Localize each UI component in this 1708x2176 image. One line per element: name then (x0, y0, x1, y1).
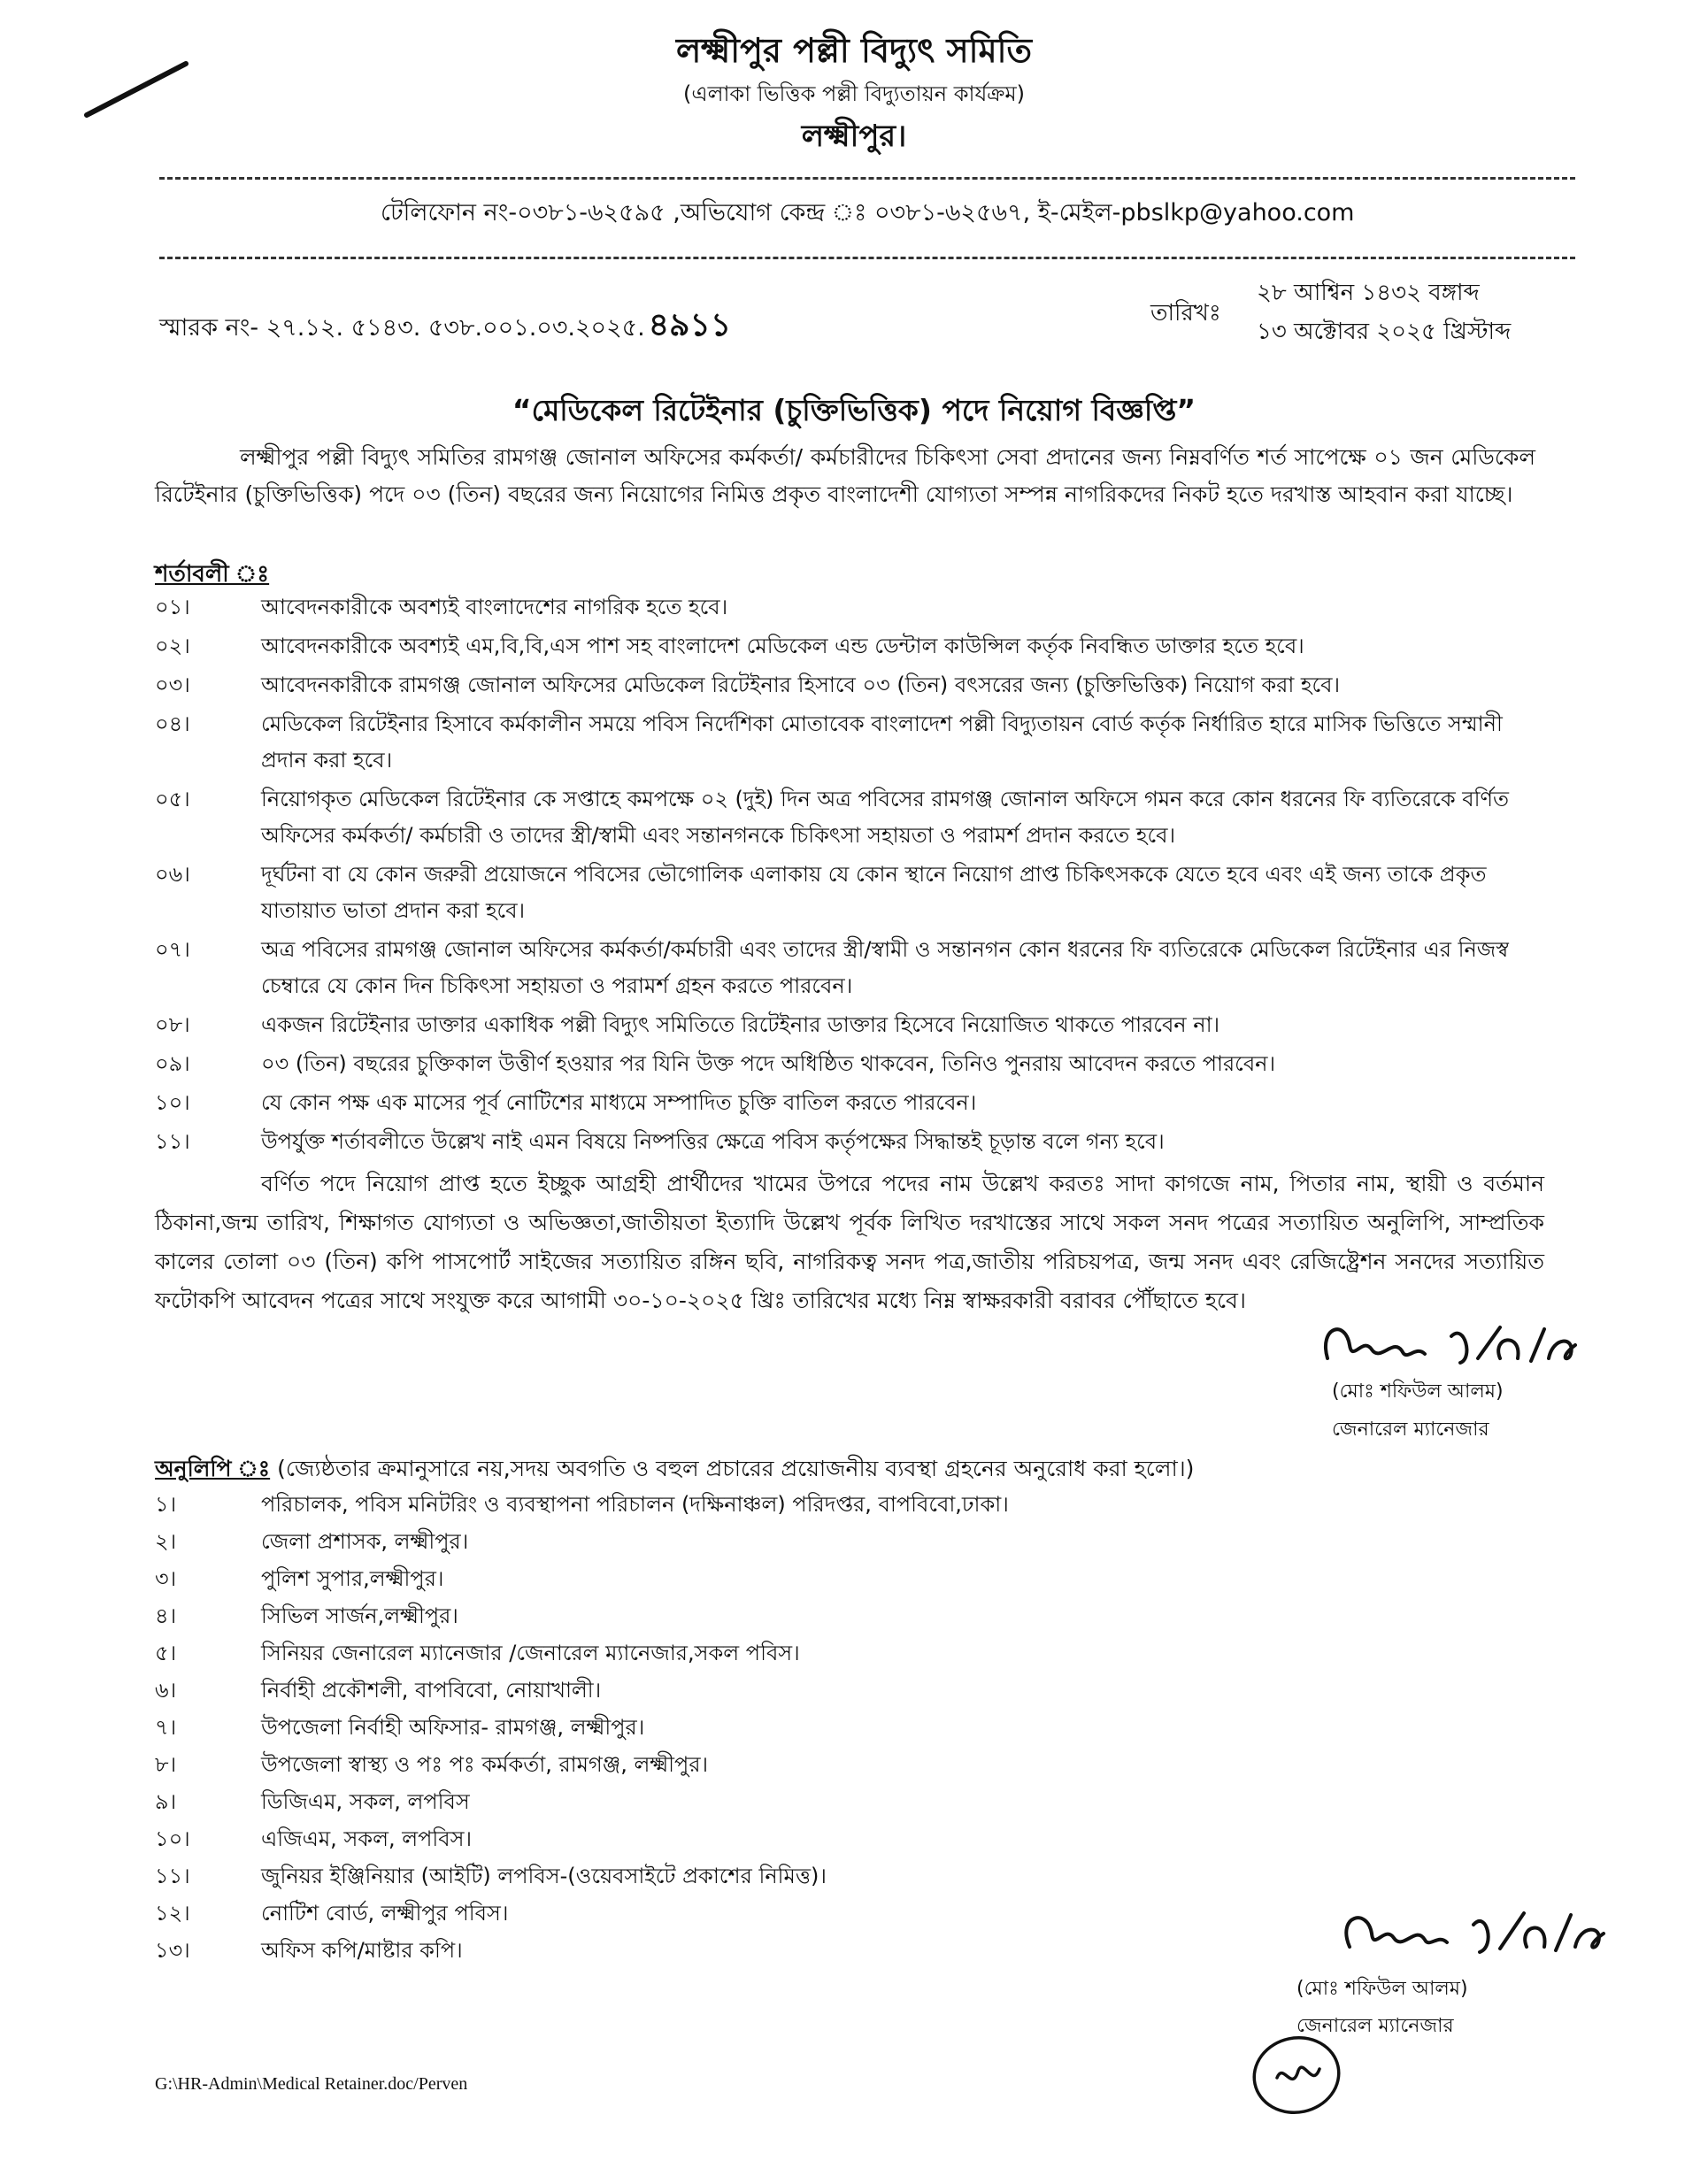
memo-reference (159, 301, 731, 354)
copy-recipient: ডিজিএম, সকল, লপবিস (261, 1789, 470, 1814)
date-label: তারিখঃ (1150, 300, 1221, 327)
condition-item (155, 1085, 1540, 1121)
intro-paragraph: লক্ষ্মীপুর পল্লী বিদ্যুৎ সমিতির রামগঞ্জ জোনাল অফিসের কর্মকর্তা/ কর্মচারীদের চিকিৎসা সেবা প্রদানের জন্য নিম্নবর্ণিত শর্ত সাপেক্ষে ০১ জন মেডিকেল রিটেইনার (চুক্তিভিত্তিক) পদে ০৩ (তিন) বছরের জন্য নিয়োগের নিমিত্ত প্রকৃত বাংলাদেশী যোগ্যতা সম্পন্ন নাগরিকদের নিকট হতে দরখাস্ত আহবান করা যাচ্ছে। (155, 444, 1535, 507)
copy-recipient: উপজেলা নির্বাহী অফিসার- রামগঞ্জ, লক্ষ্মীপুর। (261, 1715, 645, 1740)
copy-number: ৯। (155, 1789, 177, 1814)
notice-title: “মেডিকেল রিটেইনার (চুক্তিভিত্তিক) পদে নিয়োগ বিজ্ঞপ্তি” (512, 393, 1196, 427)
copy-number: ১। (155, 1492, 177, 1517)
signature-scribble-1 (1310, 1310, 1602, 1380)
condition-item (155, 1046, 1540, 1082)
copy-number: ১২। (155, 1901, 190, 1926)
copy-recipient: জুনিয়র ইঞ্জিনিয়ার (আইটি) লপবিস-(ওয়েবসাইটে প্রকাশের নিমিত্ত)। (261, 1864, 827, 1888)
copy-number: ১৩। (155, 1938, 190, 1963)
condition-number: ০৫। (155, 787, 190, 811)
copy-item (155, 1710, 1394, 1745)
contact-line: টেলিফোন নং-০৩৮১-৬২৫৯৫ ,অভিযোগ কেন্দ্র ঃ ০৩৮১-৬২৫৬৭, ই-মেইল-pbslkp@yahoo.com (381, 199, 1355, 227)
condition-number: ০২। (155, 634, 190, 658)
date-bangla: ২৮ আশ্বিন ১৪৩২ বঙ্গাব্দ (1257, 280, 1480, 306)
condition-text: আবেদনকারীকে অবশ্যই বাংলাদেশের নাগরিক হতে হবে। (261, 595, 728, 619)
copy-item (155, 1561, 1394, 1596)
condition-item (155, 589, 1540, 626)
conditions-heading: শর্তাবলী ঃ (155, 561, 270, 588)
condition-item (155, 1124, 1540, 1160)
organization-city: লক্ষ্মীপুর। (801, 119, 907, 154)
copy-number: ১০। (155, 1826, 190, 1851)
memo-number: ৪৯১১ (648, 307, 732, 343)
copy-number: ১১। (155, 1864, 190, 1888)
copies-label: অনুলিপি ঃ (155, 1456, 271, 1481)
condition-text: নিয়োগকৃত মেডিকেল রিটেইনার কে সপ্তাহে কমপক্ষে ০২ (দুই) দিন অত্র পবিসের রামগঞ্জ জোনাল অফিসে গমন করে কোন ধরনের ফি ব্যতিরেকে বর্ণিত অফিসের কর্মকর্তা/ কর্মচারী ও তাদের স্ত্রী/স্বামী এবং সন্তানগনকে চিকিৎসা সহায়তা ও পরামর্শ প্রদান করতে হবে। (261, 787, 1510, 848)
copy-recipient: সিভিল সার্জন,লক্ষ্মীপুর। (261, 1603, 458, 1628)
memo-label: স্মারক নং- ২৭.১২. ৫১৪৩. ৫৩৮.০০১.০৩.২০২৫. (159, 314, 645, 342)
condition-number: ০৬। (155, 862, 190, 887)
initials-circle-mark (1243, 2026, 1350, 2124)
copy-recipient: উপজেলা স্বাস্থ্য ও পঃ পঃ কর্মকর্তা, রামগঞ্জ, লক্ষ্মীপুর। (261, 1752, 709, 1777)
condition-item (155, 1007, 1540, 1043)
copy-number: ৪। (155, 1603, 177, 1628)
copy-item (155, 1747, 1394, 1782)
date-gregorian: ১৩ অক্টোবর ২০২৫ খ্রিস্টাব্দ (1257, 319, 1512, 345)
condition-number: ১১। (155, 1129, 190, 1154)
condition-item (155, 857, 1540, 929)
copy-number: ৭। (155, 1715, 177, 1740)
header-divider-bottom (159, 257, 1575, 259)
condition-item (155, 706, 1540, 779)
condition-item (155, 628, 1540, 665)
copy-item (155, 1821, 1394, 1857)
condition-item (155, 781, 1540, 854)
condition-item (155, 932, 1540, 1004)
copy-recipient: পরিচালক, পবিস মনিটরিং ও ব্যবস্থাপনা পরিচালন (দক্ষিনাঞ্চল) পরিদপ্তর, বাপবিবো,ঢাকা। (261, 1492, 1009, 1517)
organization-subtitle: (এলাকা ভিত্তিক পল্লী বিদ্যুতায়ন কার্যক্রম) (682, 81, 1026, 106)
condition-number: ০৭। (155, 937, 190, 962)
copy-item (155, 1672, 1394, 1708)
conditions-list (155, 589, 1540, 1163)
copies-list (155, 1487, 1394, 1970)
copy-recipient: নির্বাহী প্রকৌশলী, বাপবিবো, নোয়াখালী। (261, 1678, 602, 1703)
copy-recipient: সিনিয়র জেনারেল ম্যানেজার /জেনারেল ম্যানেজার,সকল পবিস। (261, 1641, 800, 1665)
condition-number: ০৪। (155, 711, 190, 736)
copy-item (155, 1524, 1394, 1559)
copies-note: (জ্যেষ্ঠতার ক্রমানুসারে নয়,সদয় অবগতি ও বহুল প্রচারের প্রয়োজনীয় ব্যবস্থা গ্রহনের অনুরোধ করা হলো।) (277, 1456, 1195, 1481)
copy-item (155, 1598, 1394, 1634)
copy-recipient: এজিএম, সকল, লপবিস। (261, 1826, 473, 1851)
copy-recipient: জেলা প্রশাসক, লক্ষ্মীপুর। (261, 1529, 469, 1554)
copy-number: ২। (155, 1529, 177, 1554)
signature-scribble-2 (1327, 1894, 1620, 1973)
signatory-title-2: জেনারেল ম্যানেজার (1296, 2015, 1454, 2037)
copy-item (155, 1487, 1394, 1522)
copy-recipient: পুলিশ সুপার,লক্ষ্মীপুর। (261, 1566, 444, 1591)
condition-number: ০৮। (155, 1012, 190, 1037)
condition-text: একজন রিটেইনার ডাক্তার একাধিক পল্লী বিদ্যুৎ সমিতিতে রিটেইনার ডাক্তার হিসেবে নিয়োজিত থাকতে পারবেন না। (261, 1012, 1220, 1037)
condition-text: আবেদনকারীকে অবশ্যই এম,বি,বি,এস পাশ সহ বাংলাদেশ মেডিকেল এন্ড ডেন্টাল কাউন্সিল কর্তৃক নিবন্ধিত ডাক্তার হতে হবে। (261, 634, 1304, 658)
copy-recipient: অফিস কপি/মাষ্টার কপি। (261, 1938, 463, 1963)
condition-number: ১০। (155, 1090, 190, 1115)
copies-heading (155, 1451, 1194, 1489)
condition-text: মেডিকেল রিটেইনার হিসাবে কর্মকালীন সময়ে পবিস নির্দেশিকা মোতাবেক বাংলাদেশ পল্লী বিদ্যুতায়ন বোর্ড কর্তৃক নির্ধারিত হারে মাসিক ভিত্তিতে সম্মানী প্রদান করা হবে। (261, 711, 1503, 773)
closing-paragraph: বর্ণিত পদে নিয়োগ প্রাপ্ত হতে ইচ্ছুক আগ্রহী প্রার্থীদের খামের উপরে পদের নাম উল্লেখ করতঃ সাদা কাগজে নাম, পিতার নাম, স্থায়ী ও বর্তমান ঠিকানা,জন্ম তারিখ, শিক্ষাগত যোগ্যতা ও অভিজ্ঞতা,জাতীয়তা ইত্যাদি উল্লেখ পূর্বক লিখিত দরখাস্তের সাথে সকল সনদ পত্রের সত্যায়িত অনুলিপি, সাম্প্রতিক কালের তোলা ০৩ (তিন) কপি পাসপোর্ট সাইজের সত্যায়িত রঙ্গিন ছবি, নাগরিকত্ব সনদ পত্র,জাতীয় পরিচয়পত্র, জন্ম সনদ এবং রেজিষ্ট্রেশন সনদের সত্যায়িত ফটোকপি আবেদন পত্রের সাথে সংযুক্ত করে আগামী ৩০-১০-২০২৫ খ্রিঃ তারিখের মধ্যে নিম্ন স্বাক্ষরকারী বরাবর পৌঁছাতে হবে। (155, 1171, 1544, 1313)
signatory-name-1: (মোঃ শফিউল আলম) (1332, 1380, 1504, 1403)
copy-item (155, 1895, 1394, 1931)
signatory-name-2: (মোঃ শফিউল আলম) (1296, 1978, 1468, 2000)
condition-text: আবেদনকারীকে রামগঞ্জ জোনাল অফিসের মেডিকেল রিটেইনার হিসাবে ০৩ (তিন) বৎসরের জন্য (চুক্তিভিত্তিক) নিয়োগ করা হবে। (261, 673, 1341, 697)
condition-number: ০৯। (155, 1051, 190, 1076)
condition-number: ০৩। (155, 673, 190, 697)
copy-item (155, 1858, 1394, 1894)
condition-text: ০৩ (তিন) বছরের চুক্তিকাল উত্তীর্ণ হওয়ার পর যিনি উক্ত পদে অধিষ্ঠিত থাকবেন, তিনিও পুনরায় আবেদন করতে পারবেন। (261, 1051, 1276, 1076)
copy-item (155, 1933, 1394, 1968)
file-path-footer: G:\HR-Admin\Medical Retainer.doc/Perven (155, 2074, 468, 2094)
condition-item (155, 667, 1540, 704)
header-divider-top (159, 177, 1575, 180)
copy-item (155, 1784, 1394, 1819)
copy-recipient: নোটিশ বোর্ড, লক্ষ্মীপুর পবিস। (261, 1901, 509, 1926)
copy-number: ৮। (155, 1752, 177, 1777)
copy-number: ৬। (155, 1678, 177, 1703)
signatory-title-1: জেনারেল ম্যানেজার (1332, 1419, 1489, 1441)
condition-text: অত্র পবিসের রামগঞ্জ জোনাল অফিসের কর্মকর্তা/কর্মচারী এবং তাদের স্ত্রী/স্বামী ও সন্তানগন কোন ধরনের ফি ব্যতিরেকে মেডিকেল রিটেইনার এর নিজস্ব চেম্বারে যে কোন দিন চিকিৎসা সহায়তা ও পরামর্শ গ্রহন করতে পারবেন। (261, 937, 1509, 998)
condition-text: দূর্ঘটনা বা যে কোন জরুরী প্রয়োজনে পবিসের ভৌগোলিক এলাকায় যে কোন স্থানে নিয়োগ প্রাপ্ত চিকিৎসককে যেতে হবে এবং এই জন্য তাকে প্রকৃত যাতায়াত ভাতা প্রদান করা হবে। (261, 862, 1487, 923)
condition-number: ০১। (155, 595, 190, 619)
organization-name: লক্ষ্মীপুর পল্লী বিদ্যুৎ সমিতি (675, 31, 1033, 70)
condition-text: উপর্যুক্ত শর্তাবলীতে উল্লেখ নাই এমন বিষয়ে নিষ্পত্তির ক্ষেত্রে পবিস কর্তৃপক্ষের সিদ্ধান্তই চূড়ান্ত বলে গন্য হবে। (261, 1129, 1165, 1154)
copy-number: ৩। (155, 1566, 177, 1591)
copy-item (155, 1635, 1394, 1671)
copy-number: ৫। (155, 1641, 177, 1665)
condition-text: যে কোন পক্ষ এক মাসের পূর্ব নোটিশের মাধ্যমে সম্পাদিত চুক্তি বাতিল করতে পারবেন। (261, 1090, 977, 1115)
